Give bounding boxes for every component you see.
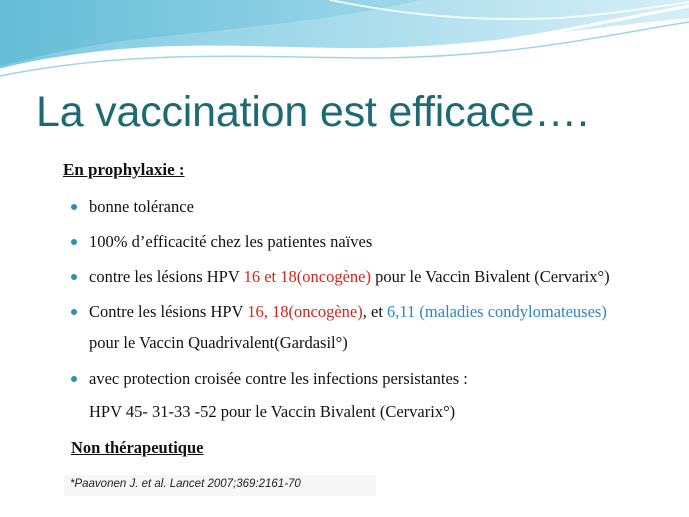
bullet-text-plain: pour le Vaccin Bivalent (Cervarix°) <box>370 267 610 286</box>
bullet-dot-icon <box>71 376 77 382</box>
bullet-text: avec protection croisée contre les infections persistantes : <box>89 369 468 388</box>
bullet-dot-icon <box>71 239 77 245</box>
bullet-dot-icon <box>71 204 77 210</box>
bullet-text <box>89 302 607 322</box>
header-wave-decoration <box>0 0 689 90</box>
bullet-text-plain: contre les lésions HPV <box>89 267 244 286</box>
bullet-dot-icon <box>71 309 77 315</box>
bullet-text: 100% d’efficacité chez les patientes naïves <box>89 232 373 251</box>
section-heading: En prophylaxie : <box>63 160 185 179</box>
bullet-dot-icon <box>71 274 77 280</box>
bullet-text-red-highlight: 16, 18(oncogène) <box>247 302 363 321</box>
bullet-text-blue-highlight: 6,11 (maladies condylomateuses) <box>387 302 607 321</box>
bullet-text-plain: , et <box>362 302 388 321</box>
bullet-text-red-highlight: 16 et 18(oncogène) <box>243 267 371 286</box>
bullet-text <box>89 267 610 287</box>
citation-text: *Paavonen J. et al. Lancet 2007;369:2161-70 <box>70 478 301 490</box>
bullet-continuation: HPV 45- 31-33 -52 pour le Vaccin Bivalent (Cervarix°) <box>89 402 456 421</box>
bullet-text: bonne tolérance <box>89 197 194 216</box>
bullet-continuation: pour le Vaccin Quadrivalent(Gardasil°) <box>89 333 348 352</box>
citation-box <box>64 475 376 496</box>
footer-heading: Non thérapeutique <box>71 438 204 457</box>
slide-title: La vaccination est efficace…. <box>36 88 589 136</box>
bullet-text-plain: Contre les lésions HPV <box>89 302 248 321</box>
